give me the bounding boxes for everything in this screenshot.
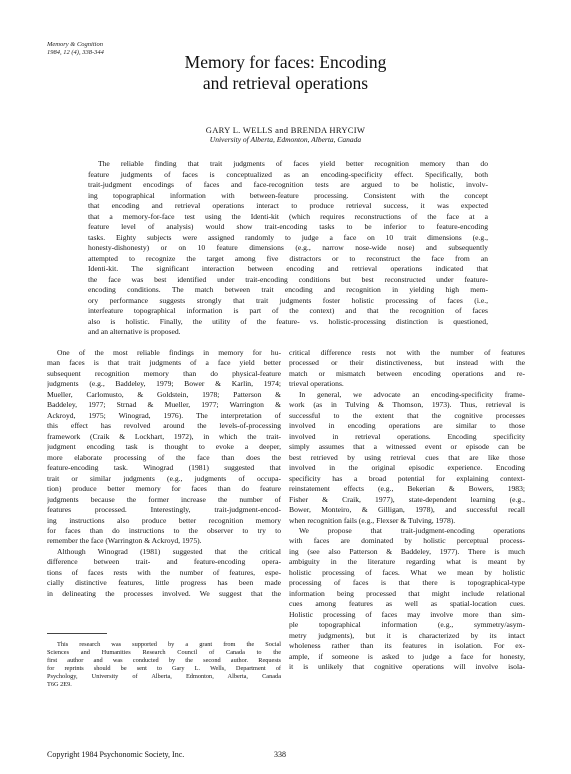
body-text-line: processed or their distinctiveness, but instead with the (289, 358, 525, 368)
page-number: 338 (274, 750, 286, 759)
abstract-line: ory performance suggests strongly that trait judgments foster holistic processing of faces (i.e., (88, 295, 488, 305)
body-text-line: wholeness rather than its features in isolation. For ex- (289, 641, 525, 651)
authors: GARY L. WELLS and BRENDA HRYCIW (205, 125, 366, 135)
footnote-divider (47, 633, 107, 634)
abstract-line: that encoding and retrieval operations interact to produce retrieval success, it was expected (88, 201, 488, 210)
paper-title-line-1: Memory for faces: Encoding (184, 52, 387, 72)
body-text-line: involved in encoding operations are similar to those (289, 421, 525, 431)
footnote-line: for reprints should be sent to Gary L. Wells, Department of (47, 665, 281, 673)
body-text-line: match or mismatch between encoding operations and re- (289, 368, 525, 378)
footnote-line: first author and was conducted by the second author. Requests (47, 657, 281, 665)
body-column-right (289, 348, 525, 673)
body-text-line: trieval operations. (289, 379, 344, 389)
body-text-line: judgments (e.g., Baddeley, 1979; Bower & Karlin, 1974; (47, 379, 281, 389)
abstract-line: honesty-dishonesty) or on 10 feature dimensions (e.g., narrow nose-wide nose) and subsequently (88, 243, 488, 252)
journal-citation: 1984, 12 (4), 338-344 (47, 49, 104, 56)
body-text-line: information being processed that might include relational (289, 588, 525, 598)
body-text-line: critical difference rests not with the number of features (289, 348, 525, 357)
abstract-line: Identi-kit. The significant interaction between encoding and retrieval operations indicated that (88, 264, 488, 273)
body-text-line: man faces is that trait judgments of a face yield better (47, 358, 281, 368)
body-text-line: work (as in Tulving & Thomson, 1973). Thus, retrieval is (289, 400, 525, 410)
footnote-line: T6G 2E9. (47, 681, 72, 689)
abstract-line: the face was best identified under trait-encoding conditions but best reconstructed under feature- (88, 274, 488, 284)
body-text-line: ple topographical information (e.g., symmetry/asym- (289, 620, 525, 630)
body-text-line: successful to the extent that the cognitive processes (289, 410, 525, 420)
abstract-line: encoding conditions. The match between trait encoding and recognition in yielding high mem- (88, 285, 488, 294)
body-text-line: subsequent recognition memory than do physical-feature (47, 368, 281, 378)
body-text-line: reinstatement effects (e.g., Bekerian & Bowers, 1983; (289, 484, 525, 494)
body-text-line: metry judgments), but it is characterized by its intact (289, 630, 525, 640)
body-text-line: Although Winograd (1981) suggested that the critical (57, 546, 281, 556)
body-text-line: judgments because the former increase the number of (47, 494, 281, 504)
abstract-line: that a memory-for-face test using the Identi-kit (which requires reconstructions of the face at a (88, 211, 488, 221)
body-text-line: In general, we advocate an encoding-specificity frame- (299, 389, 525, 399)
body-text-line: We propose that trait-judgment-encoding operations (299, 525, 525, 535)
abstract (88, 159, 488, 338)
body-text-line: Holistic processing of faces may involve more than sim- (289, 609, 525, 619)
body-text-line: this effect has revolved around the levels-of-processing (47, 421, 281, 431)
abstract-line: interfeature topographical information is part of the context) and that the recognition of faces (88, 306, 488, 315)
affiliation: University of Alberta, Edmonton, Alberta, Canada (209, 135, 362, 144)
body-text-line: tions of faces rests with the number of features, espe- (47, 567, 281, 577)
body-text-line: features processed. Interestingly, trait-judgment-encod- (47, 505, 281, 515)
body-text-line: simply assumes that a witnessed event or episode can be (289, 442, 525, 452)
body-text-line: Bower, Monteiro, & Gilligan, 1978), and successful recall (289, 505, 525, 515)
body-text-line: more elaborate processing of the face than does the (47, 452, 281, 462)
paper-title-line-2: and retrieval operations (202, 73, 369, 93)
abstract-line: The reliable finding that trait judgments of faces yield better recognition memory than do (98, 159, 488, 168)
body-text-line: involved in the original episodic experience. Encoding (289, 463, 525, 473)
body-text-line: it is unlikely that cognitive operations will involve isola- (289, 662, 525, 672)
body-text-line: in delineating the processes involved. We suggest that the (47, 588, 281, 598)
body-column-left (47, 348, 281, 599)
body-text-line: when recognition fails (e.g., Flexser & Tulving, 1978). (289, 515, 456, 525)
body-text-line: remember the face (Warrington & Ackroyd, 1975). (47, 536, 202, 546)
abstract-line: also is holistic. Finally, the utility of the feature- vs. holistic-processing distinction is questioned, (88, 316, 488, 326)
body-text-line: specificity has a broad potential for explaining context- (289, 473, 525, 483)
body-text-line: feature-encoding task. Winograd (1981) suggested that (47, 463, 281, 473)
body-text-line: trait or similar judgments (e.g., judgments of occupa- (47, 473, 281, 483)
footnote-line: Sciences and Humanities Research Council of Canada to the (47, 649, 281, 657)
paper-title (0, 52, 571, 94)
body-text-line: One of the most reliable findings in memory for hu- (57, 348, 281, 357)
footnote (47, 641, 281, 690)
footnote-line: This research was supported by a grant from the Social (57, 641, 281, 648)
abstract-line: ing topographical information with between-feature processing. Consistent with the concept (88, 190, 488, 200)
body-text-line: Fisher & Craik, 1977), state-dependent learning (e.g., (289, 494, 525, 504)
abstract-line: feature level of analysis) would show trait-encoding tasks to be inferior to feature-encoding (88, 222, 488, 231)
body-text-line: processing of faces is that there is topographical-type (289, 578, 525, 588)
body-text-line: ample, if someone is asked to judge a face for honesty, (289, 651, 525, 661)
footnote-line: Psychology, University of Alberta, Edmonton, Alberta, Canada (47, 673, 281, 681)
journal-name: Memory & Cognition (47, 41, 103, 48)
body-text-line: with faces are dominated by holistic perceptual process- (289, 536, 525, 546)
body-text-line: ambiguity in the literature regarding what is meant by (289, 557, 525, 567)
abstract-line: trait-judgment encodings of faces and face-recognition tests are argued to be holistic, involv- (88, 180, 488, 189)
body-text-line: judgment encoding task is thought to evoke a deeper, (47, 442, 281, 452)
body-text-line: Mueller, Carlomusto, & Goldstein, 1978; Patterson & (47, 389, 281, 399)
abstract-line: tasks. Eighty subjects were assigned randomly to judge a face on 10 trait dimensions (e.g., (88, 232, 488, 242)
abstract-line: and an alternative is proposed. (88, 327, 181, 336)
abstract-line: feature judgments of faces is conceptualized as an encoding-specificity effect. Specifically, both (88, 169, 488, 179)
body-text-line: ing (see also Patterson & Baddeley, 1977). There is much (289, 546, 525, 556)
copyright-notice: Copyright 1984 Psychonomic Society, Inc. (47, 750, 185, 759)
body-text-line: ing instructions also produce better recognition memory (47, 515, 281, 525)
body-text-line: involved in retrieval operations. Encoding specificity (289, 431, 525, 441)
abstract-line: attempted to recognize the target among five distractors or to reconstruct the face from an (88, 253, 488, 263)
body-text-line: Baddeley, 1977; Strnad & Mueller, 1977; Warrington & (47, 400, 281, 410)
body-text-line: Ackroyd, 1975; Winograd, 1976). The interpretation of (47, 410, 281, 420)
body-text-line: for faces than do instructions to the observer to try to (47, 525, 281, 535)
body-text-line: difference between trait- and feature-encoding opera- (47, 557, 281, 567)
body-text-line: tion) produce better memory for faces than do feature (47, 484, 281, 494)
body-text-line: framework (Craik & Lockhart, 1972), in which the trait- (47, 431, 281, 441)
body-text-line: best retrieved by using retrieval cues that are like those (289, 452, 525, 462)
body-text-line: cially distinctive features, little progress has been made (47, 578, 281, 588)
body-text-line: cues among features as well as spatial-location cues. (289, 599, 525, 609)
body-text-line: holistic processing of faces. What we mean by holistic (289, 567, 525, 577)
